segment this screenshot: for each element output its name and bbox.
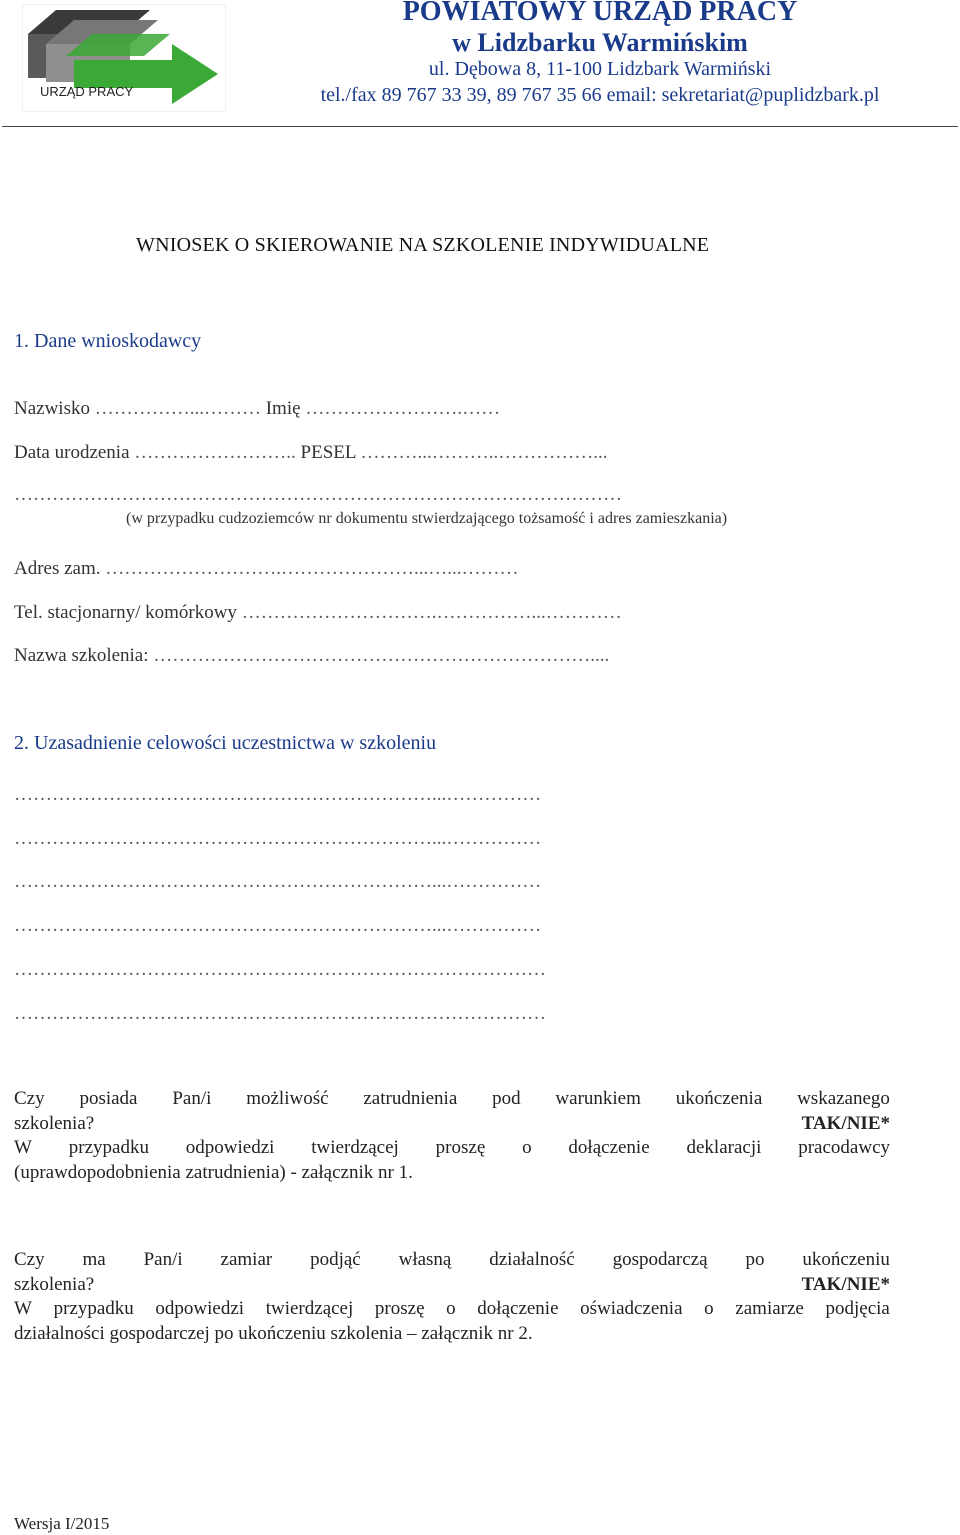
word: twierdzącej	[311, 1137, 399, 1158]
foreigner-document-field[interactable]	[14, 484, 622, 506]
employment-answer-choice[interactable]: TAK/NIE*	[801, 1112, 890, 1134]
employment-question	[14, 1087, 890, 1185]
business-question	[14, 1248, 890, 1346]
word: możliwość	[246, 1088, 329, 1109]
justification-line[interactable]: …………………………………………………………………………	[14, 1003, 546, 1024]
word: Pan/i	[143, 1249, 183, 1270]
birthdate-field[interactable]: ……………………..	[134, 442, 296, 463]
address-row	[14, 558, 519, 580]
employment-instruction-line1	[14, 1136, 890, 1161]
business-instruction-line1	[14, 1297, 890, 1322]
justification-line[interactable]: …………………………………………………………………………	[14, 959, 546, 980]
business-instruction-line2: działalności gospodarczej po ukończeniu szkolenia – załącznik nr 2.	[14, 1322, 533, 1344]
word: zamiar	[220, 1249, 273, 1270]
address-field[interactable]: ……………………….…………………...…...………	[105, 558, 519, 579]
word: pracodawcy	[798, 1137, 890, 1158]
word: ukończeniu	[802, 1249, 890, 1270]
phone-label: Tel. stacjonarny/ komórkowy	[14, 602, 237, 623]
word: działalność	[489, 1249, 575, 1270]
office-name-line2: w Lidzbarku Warmińskim	[452, 28, 748, 57]
office-address: ul. Dębowa 8, 11-100 Lidzbark Warmiński	[428, 58, 772, 80]
word: podjąć	[310, 1249, 361, 1270]
employment-instruction-line2: (uprawdopodobnienia zatrudnienia) - załącznik nr 1.	[14, 1161, 413, 1183]
address-label: Adres zam.	[14, 558, 101, 579]
word: gospodarczą	[612, 1249, 708, 1270]
version-label: Wersja I/2015	[14, 1514, 110, 1533]
surname-row	[14, 398, 500, 420]
justification-line[interactable]: …………………………………………………………...……………	[14, 871, 542, 892]
firstname-label: Imię	[265, 398, 301, 419]
word: o	[446, 1298, 456, 1319]
header-divider	[2, 126, 958, 127]
pesel-label: PESEL	[300, 442, 356, 463]
phone-row	[14, 602, 622, 624]
logo-graphic	[22, 4, 226, 112]
word: pod	[492, 1088, 521, 1109]
word: Pan/i	[172, 1088, 212, 1109]
word: przypadku	[68, 1137, 149, 1158]
justification-line[interactable]: …………………………………………………………...……………	[14, 915, 542, 936]
word: twierdzącej	[265, 1298, 354, 1319]
birth-pesel-row	[14, 442, 608, 464]
justification-line[interactable]: …………………………………………………………...……………	[14, 784, 542, 805]
word: odpowiedzi	[155, 1298, 245, 1319]
word: przypadku	[53, 1298, 134, 1319]
office-logo	[22, 4, 226, 112]
pesel-field[interactable]: ………...………..……………...	[360, 442, 608, 463]
word: wskazanego	[797, 1088, 890, 1109]
word: Czy	[14, 1088, 45, 1109]
section1-heading: 1. Dane wnioskodawcy	[14, 330, 202, 352]
firstname-field[interactable]: …………………….……	[305, 398, 501, 419]
employment-question-line2	[14, 1112, 890, 1137]
document-title: WNIOSEK O SKIEROWANIE NA SZKOLENIE INDYWIDUALNE	[136, 234, 710, 256]
employment-question-line1	[14, 1087, 890, 1112]
word: warunkiem	[555, 1088, 641, 1109]
business-question-line1	[14, 1248, 890, 1273]
justification-line[interactable]: …………………………………………………………...……………	[14, 828, 542, 849]
word: po	[745, 1249, 765, 1270]
section2-heading: 2. Uzasadnienie celowości uczestnictwa w szkoleniu	[14, 732, 437, 754]
word: deklaracji	[686, 1137, 762, 1158]
word: podjęcia	[825, 1298, 890, 1319]
word: o	[704, 1298, 714, 1319]
surname-field[interactable]: ……………...………	[94, 398, 261, 419]
foreigner-note: (w przypadku cudzoziemców nr dokumentu stwierdzającego tożsamość i adres zamieszkania)	[126, 510, 728, 527]
word: ma	[82, 1249, 106, 1270]
business-question-line2	[14, 1273, 890, 1298]
logo-text: URZĄD PRACY	[40, 84, 134, 99]
office-name-line1: POWIATOWY URZĄD PRACY	[402, 0, 798, 27]
office-contact: tel./fax 89 767 33 39, 89 767 35 66 email: sekretariat@puplidzbark.pl	[320, 84, 880, 106]
surname-label: Nazwisko	[14, 398, 90, 419]
foreigner-document-dots: ……………………………………………………………………………………	[14, 484, 622, 505]
word: o	[522, 1137, 532, 1158]
word: W	[14, 1137, 32, 1158]
word: oświadczenia	[580, 1298, 683, 1319]
training-name-field[interactable]: ……………………………………………………………....	[153, 645, 610, 666]
word: proszę	[374, 1298, 425, 1319]
word: dołączenie	[568, 1137, 650, 1158]
word: posiada	[79, 1088, 138, 1109]
training-name-row	[14, 645, 609, 667]
word: proszę	[435, 1137, 486, 1158]
word: własną	[398, 1249, 452, 1270]
word: W	[14, 1298, 32, 1319]
word: zatrudnienia	[363, 1088, 458, 1109]
training-name-label: Nazwa szkolenia:	[14, 645, 149, 666]
business-answer-choice[interactable]: TAK/NIE*	[801, 1273, 890, 1295]
word: Czy	[14, 1249, 45, 1270]
phone-field[interactable]: ………………………….……………...…………	[241, 602, 622, 623]
word: odpowiedzi	[185, 1137, 275, 1158]
question-end: szkolenia?	[14, 1273, 95, 1295]
word: zamiarze	[735, 1298, 804, 1319]
word: dołączenie	[477, 1298, 559, 1319]
question-end: szkolenia?	[14, 1112, 95, 1134]
birthdate-label: Data urodzenia	[14, 442, 130, 463]
word: ukończenia	[675, 1088, 763, 1109]
